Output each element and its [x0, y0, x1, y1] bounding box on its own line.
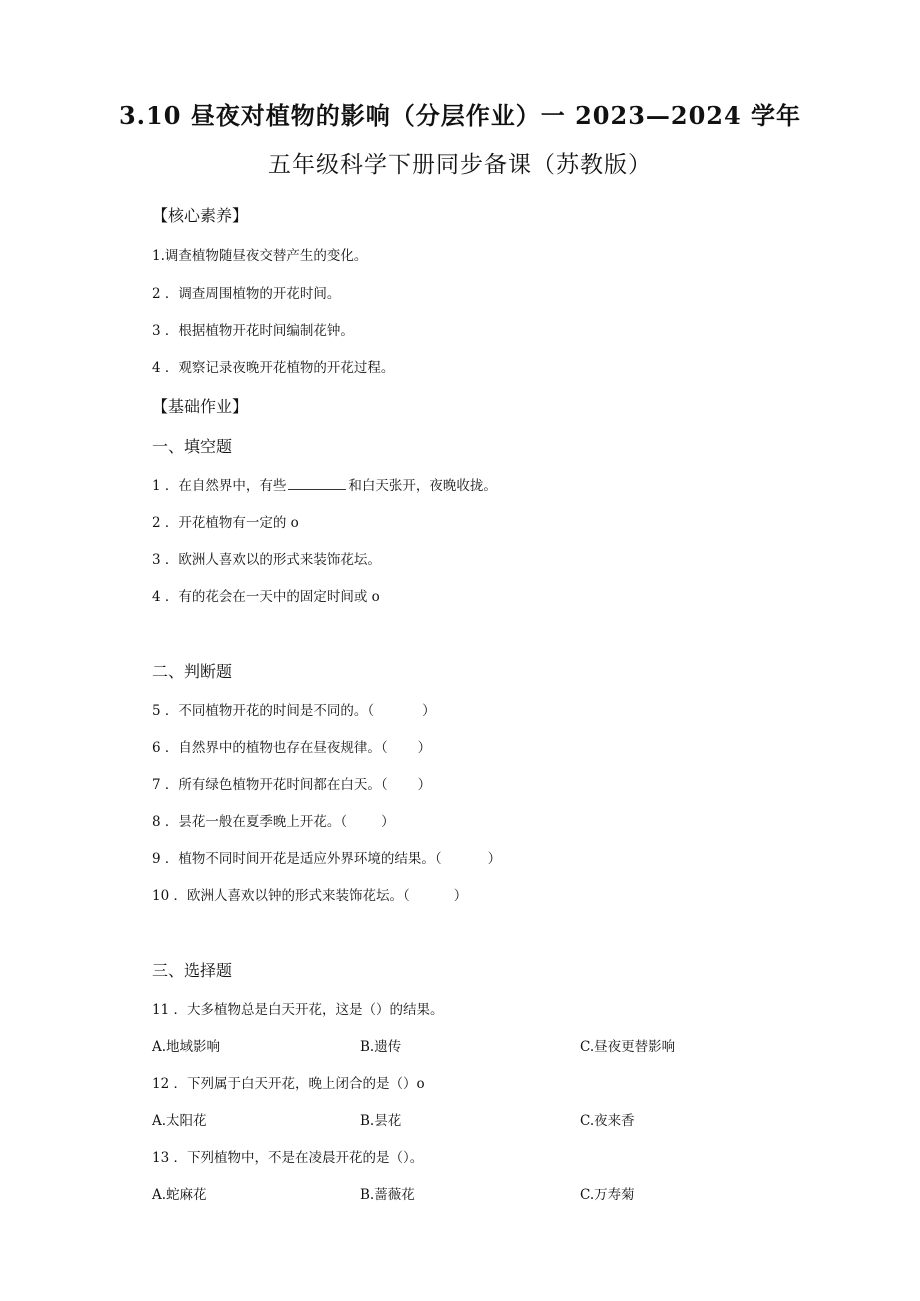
core-item-2: 2 ．调查周围植物的开花时间。: [152, 286, 341, 302]
judge-q8-close: ）: [381, 814, 395, 830]
judge-question-9: [152, 847, 501, 867]
fill-heading: 一、填空题: [152, 437, 233, 456]
fill-q1-before: 1 ．在自然界中，有些: [152, 478, 287, 494]
core-item-1: 1.调查植物随昼夜交替产生的变化。: [152, 248, 368, 264]
choice-12-option-c[interactable]: C.夜来香: [580, 1113, 635, 1129]
judge-q6-text: 6 ．自然界中的植物也存在昼夜规律。（: [152, 740, 388, 756]
judge-question-8: [152, 810, 395, 830]
fill-question-2: 2 ．开花植物有一定的 o: [152, 515, 299, 531]
choice-11-option-c[interactable]: C.昼夜更替影响: [580, 1039, 676, 1055]
judge-q5-text: 5 ．不同植物开花的时间是不同的。（: [152, 703, 375, 719]
fill-question-1: [152, 474, 497, 494]
judge-question-7: [152, 773, 431, 793]
judge-q5-close: ）: [422, 703, 436, 719]
judge-q7-text: 7 ．所有绿色植物开花时间都在白天。（: [152, 777, 388, 793]
judge-q7-close: ）: [417, 777, 432, 793]
choice-question-13: 13 ．下列植物中，不是在凌晨开花的是（）。: [152, 1150, 424, 1166]
judge-q9-close: ）: [487, 851, 502, 867]
judge-question-10: [152, 884, 467, 904]
judge-q6-close: ）: [417, 740, 432, 756]
judge-q10-close: ）: [453, 888, 468, 904]
core-heading: 【核心素养】: [152, 206, 249, 225]
fill-question-4: 4 ．有的花会在一天中的固定时间或 o: [152, 589, 380, 605]
fill-q1-after: 和白天张开，夜晚收拢。: [348, 478, 497, 494]
choice-question-12: 12 ．下列属于白天开花，晚上闭合的是（）o: [152, 1076, 425, 1092]
judge-heading: 二、判断题: [152, 662, 233, 681]
judge-q8-text: 8 ．昙花一般在夏季晚上开花。（: [152, 814, 348, 830]
choice-13-option-b[interactable]: B.蔷薇花: [360, 1187, 415, 1203]
choice-heading: 三、选择题: [152, 961, 233, 980]
judge-question-6: [152, 736, 431, 756]
basic-heading: 【基础作业】: [152, 397, 249, 416]
title-line-2: 五年级科学下册同步备课（苏教版）: [268, 152, 652, 178]
judge-q10-text: 10 ．欧洲人喜欢以钟的形式来装饰花坛。（: [152, 888, 410, 904]
title-line-1: 3.10 昼夜对植物的影响（分层作业）一 2023—2024 学年: [118, 101, 802, 130]
choice-11-option-a[interactable]: A.地域影响: [152, 1039, 221, 1055]
answer-blank[interactable]: [288, 477, 346, 490]
choice-13-option-c[interactable]: C.万寿菊: [580, 1187, 635, 1203]
choice-11-option-b[interactable]: B.遗传: [360, 1039, 402, 1055]
choice-12-option-b[interactable]: B.昙花: [360, 1113, 402, 1129]
choice-question-11: 11 ．大多植物总是白天开花，这是（）的结果。: [152, 1002, 444, 1018]
judge-question-5: [152, 699, 436, 719]
fill-question-3: 3 ．欧洲人喜欢以的形式来装饰花坛。: [152, 552, 381, 568]
core-item-3: 3 ．根据植物开花时间编制花钟。: [152, 323, 354, 339]
choice-12-option-a[interactable]: A.太阳花: [152, 1113, 207, 1129]
core-item-4: 4 ．观察记录夜晚开花植物的开花过程。: [152, 360, 395, 376]
judge-q9-text: 9 ．植物不同时间开花是适应外界环境的结果。（: [152, 851, 442, 867]
choice-13-option-a[interactable]: A.蛇麻花: [152, 1187, 207, 1203]
